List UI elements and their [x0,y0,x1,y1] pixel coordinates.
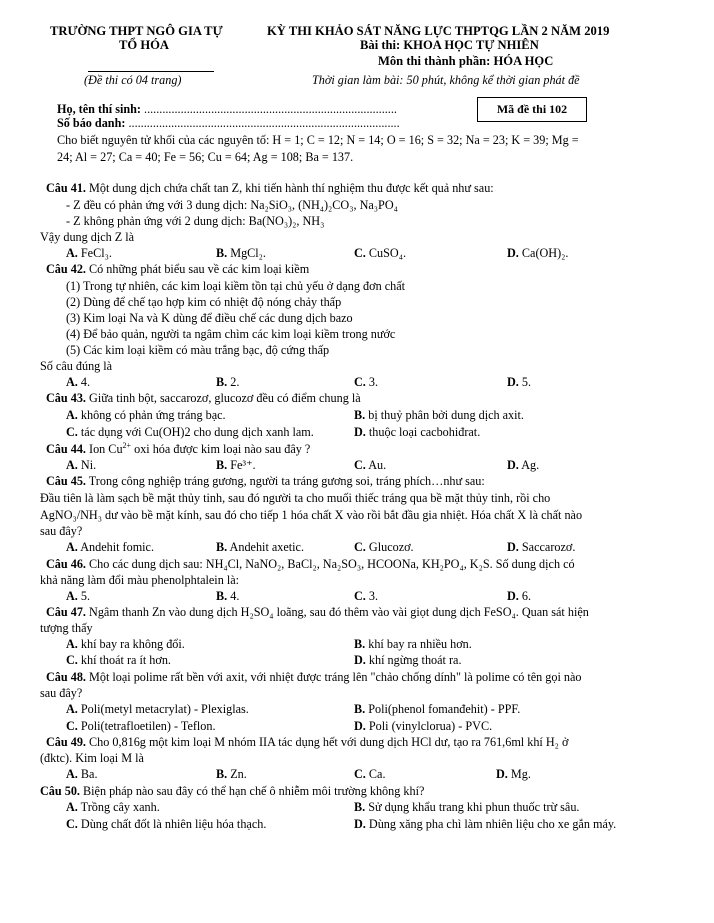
question-43-option-c[interactable]: C. tác dụng với Cu(OH)2 cho dung dịch xanh lam. [66,425,314,439]
question-49-option-c[interactable]: C. Ca. [354,767,386,781]
question-42-option-b[interactable]: B. 2. [216,375,240,389]
question-42-option-d[interactable]: D. 5. [507,375,532,389]
question-48-line-1: sau đây? [40,686,83,700]
question-42-option-a[interactable]: A. 4. [66,375,91,389]
question-49-option-b[interactable]: B. Zn. [216,767,247,781]
question-46-option-a[interactable]: A. 5. [66,589,91,603]
question-45-option-b[interactable]: B. Andehit axetic. [216,540,305,554]
question-41-option-d[interactable]: D. Ca(OH)₂. [507,246,569,260]
question-49-option-a[interactable]: A. Ba. [66,767,98,781]
question-42-line-4: (4) Để bảo quản, người ta ngâm chìm các kim loại kiềm trong nước [66,327,396,341]
question-43-option-b[interactable]: B. bị thuỷ phân bởi dung dịch axit. [354,408,524,422]
question-43-option-d[interactable]: D. thuộc loại cacbohiđrat. [354,425,481,439]
question-41-option-c[interactable]: C. CuSO₄. [354,246,407,260]
question-41-line-3: Vậy dung dịch Z là [40,230,135,244]
question-text: Một dung dịch chứa chất tan Z, khi tiến hành thí nghiệm thu được kết quả như sau: [85,181,494,195]
question-42-line-3: (3) Kim loại Na và K dùng để điều chế các dung dịch bazo [66,311,353,325]
question-42-line-5: (5) Các kim loại kiềm có màu trắng bạc, độ cứng thấp [66,343,330,357]
question-46-option-d[interactable]: D. 6. [507,589,532,603]
candidate-name-dots: ................................................................................... [144,102,397,116]
question-41-line-2: - Z không phản ứng với 2 dung dịch: Ba(NO₃)₂, NH₃ [66,214,325,228]
question-45-option-a[interactable]: A. Andehit fomic. [66,540,155,554]
question-47-line-1: tượng thấy [40,621,93,635]
question-47-option-b[interactable]: B. khí bay ra nhiều hơn. [354,637,472,651]
question-49-line-1: (đktc). Kim loại M là [40,751,144,765]
question-45-option-c[interactable]: C. Glucozơ. [354,540,414,554]
exam-title: KỲ THI KHẢO SÁT NĂNG LỰC THPTQG LẦN 2 NĂM 2019 [267,24,610,38]
question-47-option-a[interactable]: A. khí bay ra không đổi. [66,637,185,651]
question-45-line-3: sau đây? [40,524,83,538]
exam-component: Môn thi thành phần: HÓA HỌC [378,54,554,68]
question-41-stem [46,181,494,196]
candidate-id-row [57,116,400,131]
question-46-line-1: khả năng làm đổi màu phenolphtalein là: [40,573,240,587]
question-49-stem: Câu 49. Cho 0,816g một kim loại M nhóm IIA tác dụng hết với dung dịch HCl dư, tạo ra 761,6ml khí H₂ ở [46,735,569,749]
question-48-option-b[interactable]: B. Poli(phenol fomanđehit) - PPF. [354,702,521,716]
question-41-option-a[interactable]: A. FeCl₃. [66,246,112,260]
question-44-stem: Câu 44. Ion $Cu^{2+}$ oxi hóa được kim loại nào sau đây ? [46,441,311,457]
question-41-option-b[interactable]: B. MgCl₂. [216,246,266,260]
question-43-stem: Câu 43. Giữa tinh bột, saccarozơ, glucozơ đều có điểm chung là [46,391,361,405]
question-49-option-d[interactable]: D. Mg. [496,767,531,781]
question-42-line-1: (1) Trong tự nhiên, các kim loại kiềm tồn tại chủ yếu ở dạng đơn chất [66,279,406,293]
question-50-option-a[interactable]: A. Trồng cây xanh. [66,800,160,814]
question-number: Câu 41. [46,181,86,195]
question-41-line-1: - Z đều có phản ứng với 3 dung dịch: Na₂SiO₃, (NH₄)₂CO₃, Na₃PO₄ [66,198,398,212]
question-50-option-b[interactable]: B. Sử dụng khẩu trang khi phun thuốc trừ sâu. [354,800,580,814]
header-divider [88,71,214,72]
school-name: TRƯỜNG THPT NGÔ GIA TỰ [50,24,223,38]
question-45-line-1: Đầu tiên là làm sạch bề mặt thủy tinh, sau đó người ta cho muối thiếc tráng qua bề mặt thủy tinh, rồi cho [40,491,551,505]
question-42-line-2: (2) Dùng để chế tạo hợp kim có nhiệt độ nóng chảy thấp [66,295,342,309]
question-47-option-d[interactable]: D. khí ngừng thoát ra. [354,653,462,667]
exam-subject: Bài thi: KHOA HỌC TỰ NHIÊN [360,38,539,52]
pages-note: (Đề thi có 04 trang) [84,73,182,87]
question-46-option-b[interactable]: B. 4. [216,589,240,603]
question-42-stem: Câu 42. Có những phát biểu sau về các kim loại kiềm [46,262,310,276]
question-50-option-c[interactable]: C. Dùng chất đốt là nhiên liệu hóa thạch. [66,817,267,831]
question-48-option-c[interactable]: C. Poli(tetrafloetilen) - Teflon. [66,719,216,733]
question-44-option-c[interactable]: C. Au. [354,458,387,472]
question-46-option-c[interactable]: C. 3. [354,589,379,603]
question-46-stem: Câu 46. Cho các dung dịch sau: NH₄Cl, NaNO₂, BaCl₂, Na₂SO₃, HCOONa, KH₂PO₄, K₂S. Số dung dịch có [46,557,575,571]
question-43-option-a[interactable]: A. không có phản ứng tráng bạc. [66,408,226,422]
candidate-id-dots: ......................................................................................... [128,116,400,130]
atomic-masses-line-1: Cho biết nguyên tử khối của các nguyên tố: H = 1; C = 12; N = 14; O = 16; S = 32; Na = 23; K = 39; Mg = [57,133,579,147]
question-44-option-d[interactable]: D. Ag. [507,458,540,472]
candidate-id-label: Số báo danh: [57,116,126,130]
candidate-name-row [57,102,397,117]
question-48-stem: Câu 48. Một loại polime rất bền với axit, với nhiệt được tráng lên "chảo chống dính" là polime có tên gọi nào [46,670,582,684]
exam-code-box: Mã đề thi 102 [477,97,587,122]
question-45-stem: Câu 45. Trong công nghiệp tráng gương, người ta tráng gương soi, tráng phích…như sau: [46,474,485,488]
question-44-option-b[interactable]: B. Fe³⁺. [216,458,256,472]
candidate-name-label: Họ, tên thí sinh: [57,102,141,116]
question-45-option-d[interactable]: D. Saccarozơ. [507,540,576,554]
question-47-option-c[interactable]: C. khí thoát ra ít hơn. [66,653,171,667]
question-44-option-a[interactable]: A. Ni. [66,458,97,472]
atomic-masses-line-2: 24; Al = 27; Ca = 40; Fe = 56; Cu = 64; Ag = 108; Ba = 137. [57,150,354,164]
question-47-stem: Câu 47. Ngâm thanh Zn vào dung dịch H₂SO₄ loãng, sau đó thêm vào vài giọt dung dịch FeSO₄. Quan sát hiện [46,605,589,619]
question-42-option-c[interactable]: C. 3. [354,375,379,389]
time-note: Thời gian làm bài: 50 phút, không kể thời gian phát đề [312,73,580,87]
question-50-option-d[interactable]: D. Dùng xăng pha chì làm nhiên liệu cho xe gắn máy. [354,817,617,831]
department-name: TỔ HÓA [119,38,170,52]
question-50-stem: Câu 50. Biện pháp nào sau đây có thể hạn chế ô nhiễm môi trường không khí? [40,784,425,798]
question-45-line-2: AgNO₃/NH₃ dư vào bề mặt kính, sau đó cho tiếp 1 hóa chất X vào rồi bắt đầu gia nhiệt. Hóa chất X là chất nào [40,508,583,522]
question-42-line-6: Số câu đúng là [40,359,113,373]
question-48-option-a[interactable]: A. Poli(metyl metacrylat) - Plexiglas. [66,702,249,716]
question-48-option-d[interactable]: D. Poli (vinylclorua) - PVC. [354,719,493,733]
